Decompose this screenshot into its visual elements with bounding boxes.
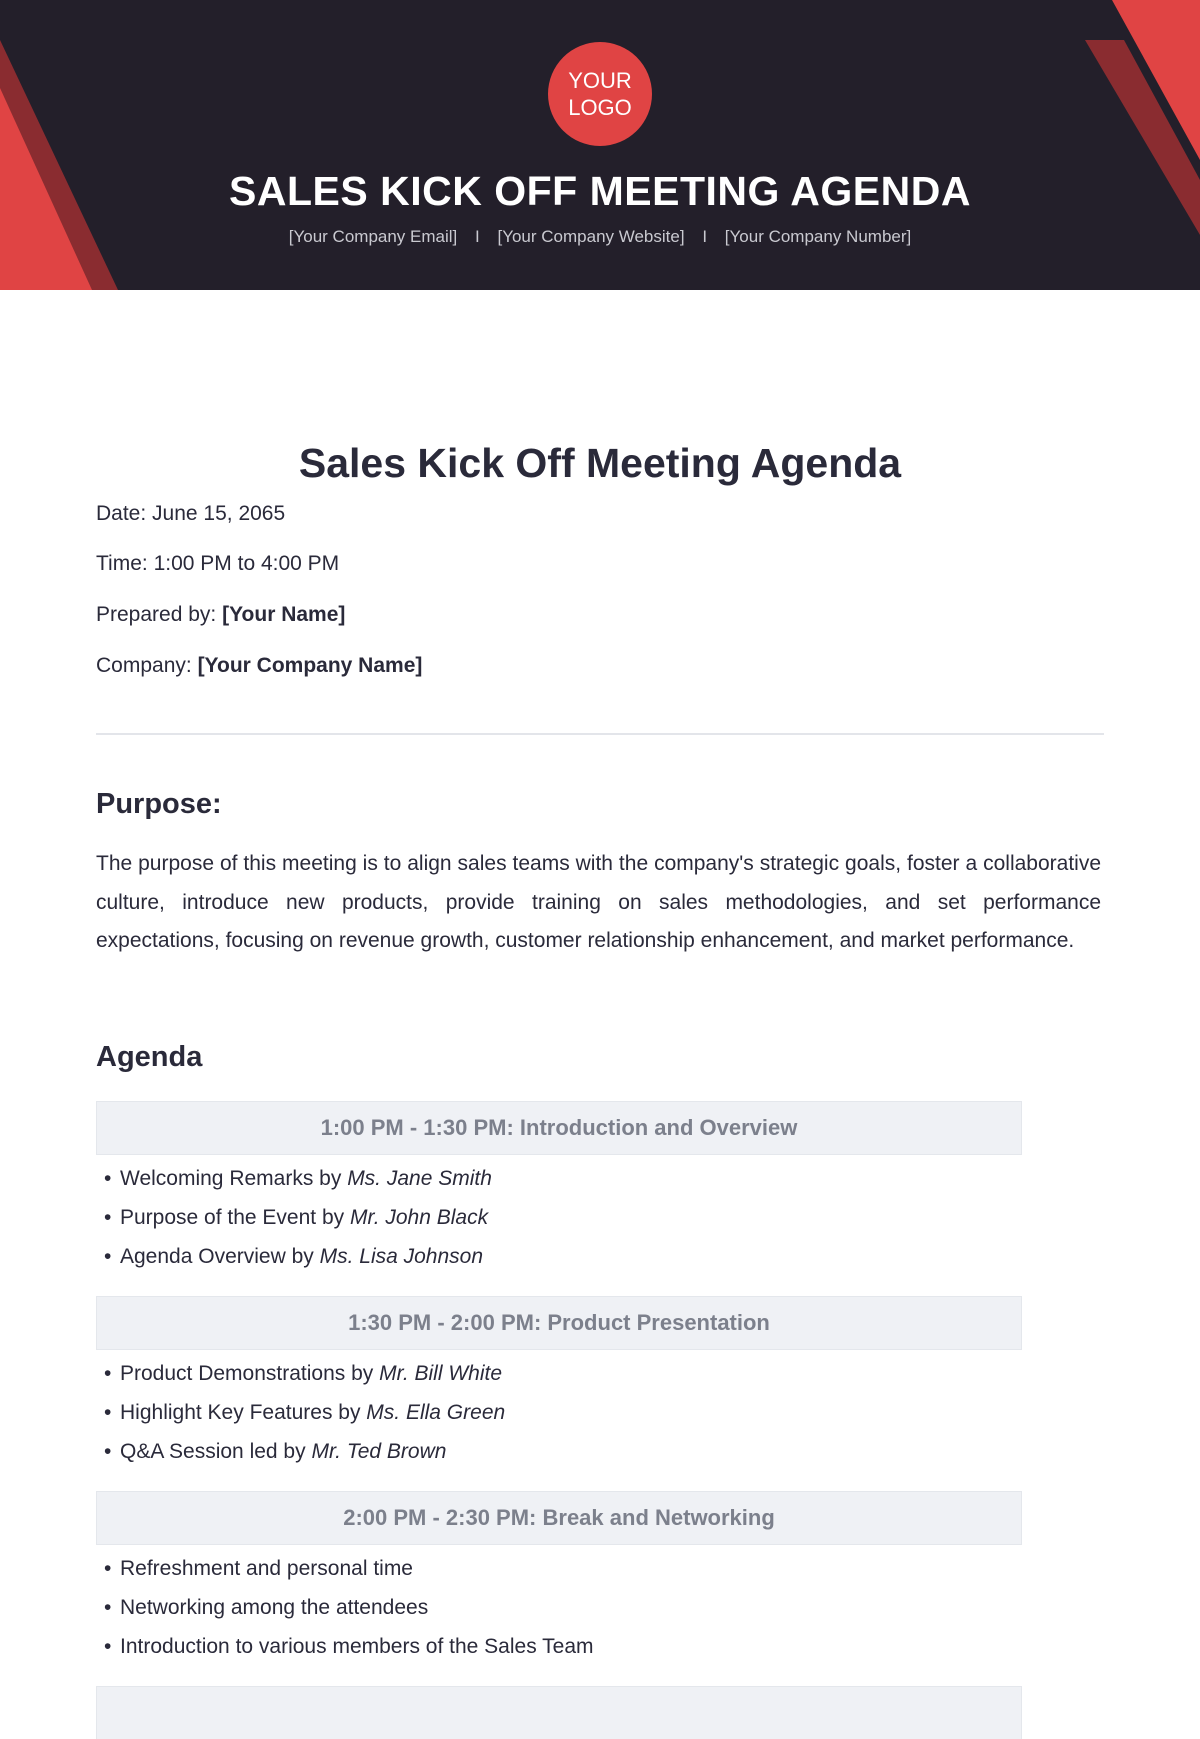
list-item: • Introduction to various members of the Sales Team bbox=[104, 1635, 594, 1658]
contact-info bbox=[0, 227, 1200, 247]
company-number: [Your Company Number] bbox=[724, 227, 912, 246]
item-text: Product Demonstrations by bbox=[120, 1362, 380, 1385]
agenda-session bbox=[96, 1491, 1022, 1666]
item-person: Mr. Bill White bbox=[379, 1362, 503, 1385]
session-items bbox=[96, 1350, 1022, 1471]
separator: I bbox=[475, 227, 480, 246]
list-item: • Networking among the attendees bbox=[104, 1596, 429, 1619]
header-banner bbox=[0, 0, 1200, 290]
purpose-heading: Purpose: bbox=[96, 788, 222, 820]
prepared-by-line bbox=[96, 603, 345, 627]
item-text: Introduction to various members of the Sales Team bbox=[120, 1635, 594, 1658]
item-text: Networking among the attendees bbox=[120, 1596, 429, 1619]
session-title: 1:00 PM - 1:30 PM: Introduction and Overview bbox=[96, 1101, 1022, 1155]
section-divider bbox=[96, 733, 1104, 735]
time-line bbox=[96, 552, 339, 576]
item-text: Q&A Session led by bbox=[120, 1440, 312, 1463]
item-person: Ms. Lisa Johnson bbox=[319, 1245, 484, 1268]
separator: I bbox=[702, 227, 708, 246]
item-text: Agenda Overview by bbox=[120, 1245, 320, 1268]
item-person: Mr. John Black bbox=[349, 1206, 489, 1229]
item-text: Purpose of the Event by bbox=[120, 1206, 350, 1229]
company-logo bbox=[548, 42, 652, 146]
list-item: • Purpose of the Event by Mr. John Black bbox=[104, 1206, 489, 1229]
agenda-heading: Agenda bbox=[96, 1041, 203, 1073]
list-item: • Q&A Session led by Mr. Ted Brown bbox=[104, 1440, 447, 1463]
purpose-text: The purpose of this meeting is to align sales teams with the company's strategic goals, foster a collaborative culture, introduce new products, provide training on sales methodologies, and set performance expectations, focusing on revenue growth, customer relationship enhancement, and market performance. bbox=[96, 852, 1101, 952]
time-label: Time: bbox=[96, 552, 148, 575]
date-value: June 15, 2065 bbox=[152, 502, 286, 525]
session-items bbox=[96, 1155, 1022, 1276]
session-items bbox=[96, 1545, 1022, 1666]
date-label: Date: bbox=[96, 502, 147, 525]
item-person: Ms. Jane Smith bbox=[347, 1167, 492, 1190]
list-item: • Refreshment and personal time bbox=[104, 1557, 413, 1580]
list-item: • Agenda Overview by Ms. Lisa Johnson bbox=[104, 1245, 484, 1268]
session-title: 1:30 PM - 2:00 PM: Product Presentation bbox=[96, 1296, 1022, 1350]
item-text: Refreshment and personal time bbox=[120, 1557, 413, 1580]
list-item: • Product Demonstrations by Mr. Bill White bbox=[104, 1362, 503, 1385]
item-text: Welcoming Remarks by bbox=[120, 1167, 348, 1190]
prepared-by-label: Prepared by: bbox=[96, 603, 217, 626]
logo-line-1: YOUR bbox=[568, 68, 632, 93]
list-item: • Welcoming Remarks by Ms. Jane Smith bbox=[104, 1167, 492, 1190]
item-person: Ms. Ella Green bbox=[366, 1401, 506, 1424]
prepared-by-value: [Your Name] bbox=[222, 603, 346, 626]
company-value: [Your Company Name] bbox=[197, 654, 423, 677]
next-session-header-partial bbox=[96, 1686, 1022, 1739]
agenda-list bbox=[96, 1101, 1022, 1739]
company-line bbox=[96, 654, 422, 678]
agenda-session bbox=[96, 1101, 1022, 1276]
agenda-session bbox=[96, 1296, 1022, 1471]
header-title: SALES KICK OFF MEETING AGENDA bbox=[229, 168, 971, 214]
company-website: [Your Company Website] bbox=[497, 227, 685, 246]
session-title: 2:00 PM - 2:30 PM: Break and Networking bbox=[96, 1491, 1022, 1545]
list-item: • Highlight Key Features by Ms. Ella Green bbox=[104, 1401, 506, 1424]
logo-line-2: LOGO bbox=[568, 95, 632, 120]
item-text: Highlight Key Features by bbox=[120, 1401, 367, 1424]
item-person: Mr. Ted Brown bbox=[311, 1440, 447, 1463]
company-email: [Your Company Email] bbox=[288, 227, 458, 246]
time-value: 1:00 PM to 4:00 PM bbox=[153, 552, 340, 575]
company-label: Company: bbox=[96, 654, 192, 677]
document-title: Sales Kick Off Meeting Agenda bbox=[298, 440, 902, 486]
date-line bbox=[96, 502, 285, 526]
